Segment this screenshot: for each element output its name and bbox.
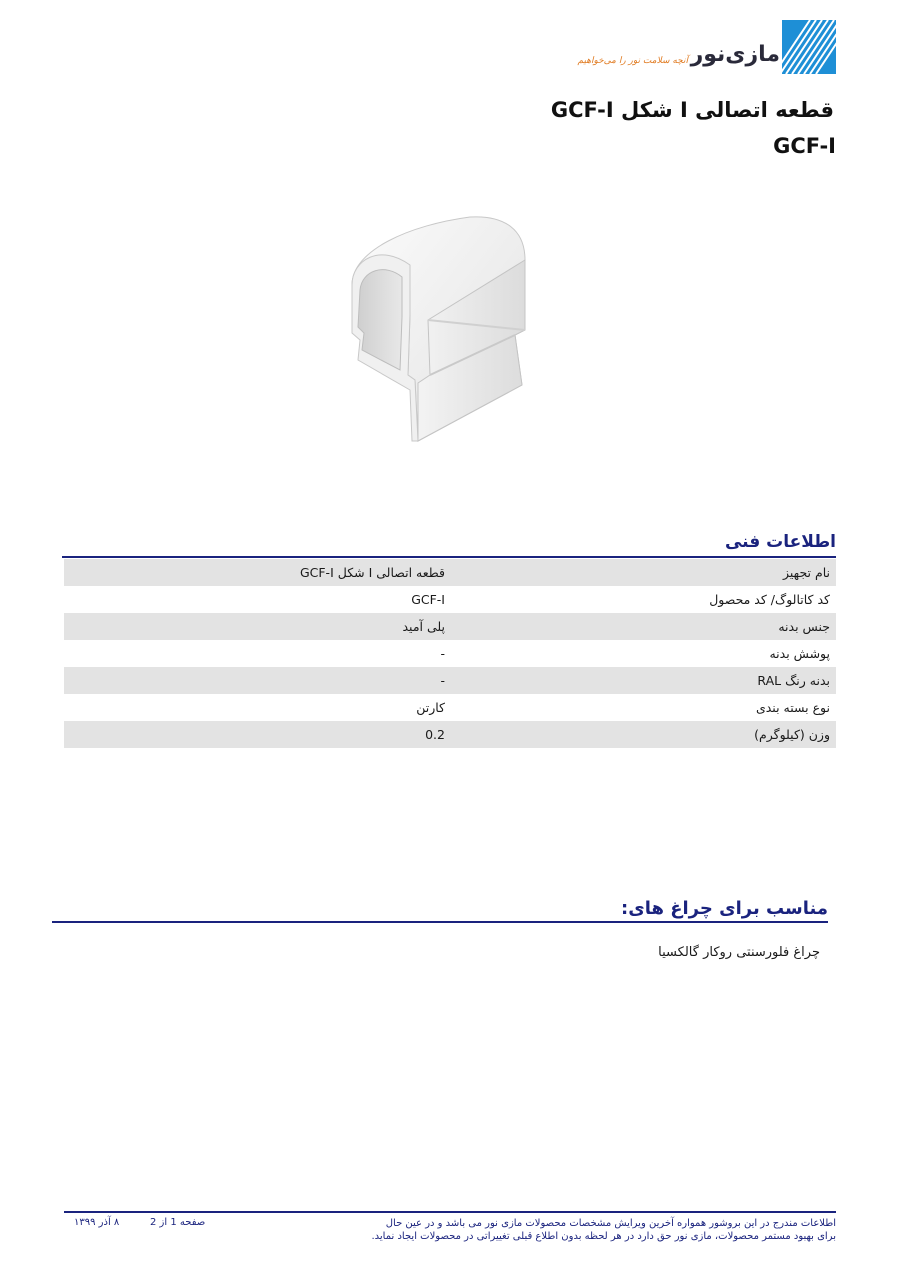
footer-disclaimer: اطلاعات مندرج در این بروشور همواره آخرین ویرایش مشخصات محصولات مازی نور می باشد و در عین حال برای بهبود مستمر محصولات، مازی نور حق دارد در هر لحظه بدون اطلاع قبلی تغییراتی در محصولات ایجاد نماید. <box>371 1218 836 1242</box>
spec-value: GCF-I <box>411 592 445 607</box>
product-image <box>340 205 540 455</box>
suitable-title: مناسب برای چراغ های: <box>621 898 828 919</box>
spec-row <box>64 559 836 586</box>
spec-row <box>64 694 836 721</box>
brand-name: مازی‌نور <box>690 42 780 67</box>
suitable-divider <box>52 921 828 923</box>
specs-divider <box>62 556 836 558</box>
spec-label: پوشش بدنه <box>769 646 830 661</box>
spec-value: 0.2 <box>425 727 445 742</box>
spec-label: کد کاتالوگ/ کد محصول <box>709 592 830 607</box>
suitable-lamp-item: چراغ فلورسنتی روکار گالکسیا <box>658 945 820 960</box>
spec-label: نام تجهیز <box>783 565 830 580</box>
brand-slogan: آنچه سلامت نور را می‌خواهیم <box>577 56 688 66</box>
spec-value: - <box>440 646 445 661</box>
spec-row <box>64 640 836 667</box>
spec-row <box>64 586 836 613</box>
product-code: GCF-I <box>773 134 836 158</box>
spec-value: پلی آمید <box>402 619 445 634</box>
footer-date: ۸ آذر ۱۳۹۹ <box>74 1217 120 1228</box>
spec-value: قطعه اتصالی I شکل GCF-I <box>299 565 445 580</box>
brand-logo-mark <box>782 20 836 74</box>
spec-label: جنس بدنه <box>778 619 830 634</box>
spec-label: نوع بسته بندی <box>755 700 830 715</box>
specs-title: اطلاعات فنی <box>724 532 836 552</box>
footer-divider <box>64 1211 836 1213</box>
footer-page-number: صفحه 1 از 2 <box>150 1217 206 1228</box>
spec-label: وزن (کیلوگرم) <box>754 727 830 742</box>
spec-value: - <box>440 673 445 688</box>
page-title: قطعه اتصالی I شکل GCF-I <box>550 98 834 122</box>
specs-table <box>64 559 836 748</box>
spec-label: بدنه رنگ RAL <box>757 673 830 688</box>
spec-row <box>64 613 836 640</box>
spec-row <box>64 721 836 748</box>
spec-row <box>64 667 836 694</box>
spec-value: کارتن <box>416 700 445 715</box>
